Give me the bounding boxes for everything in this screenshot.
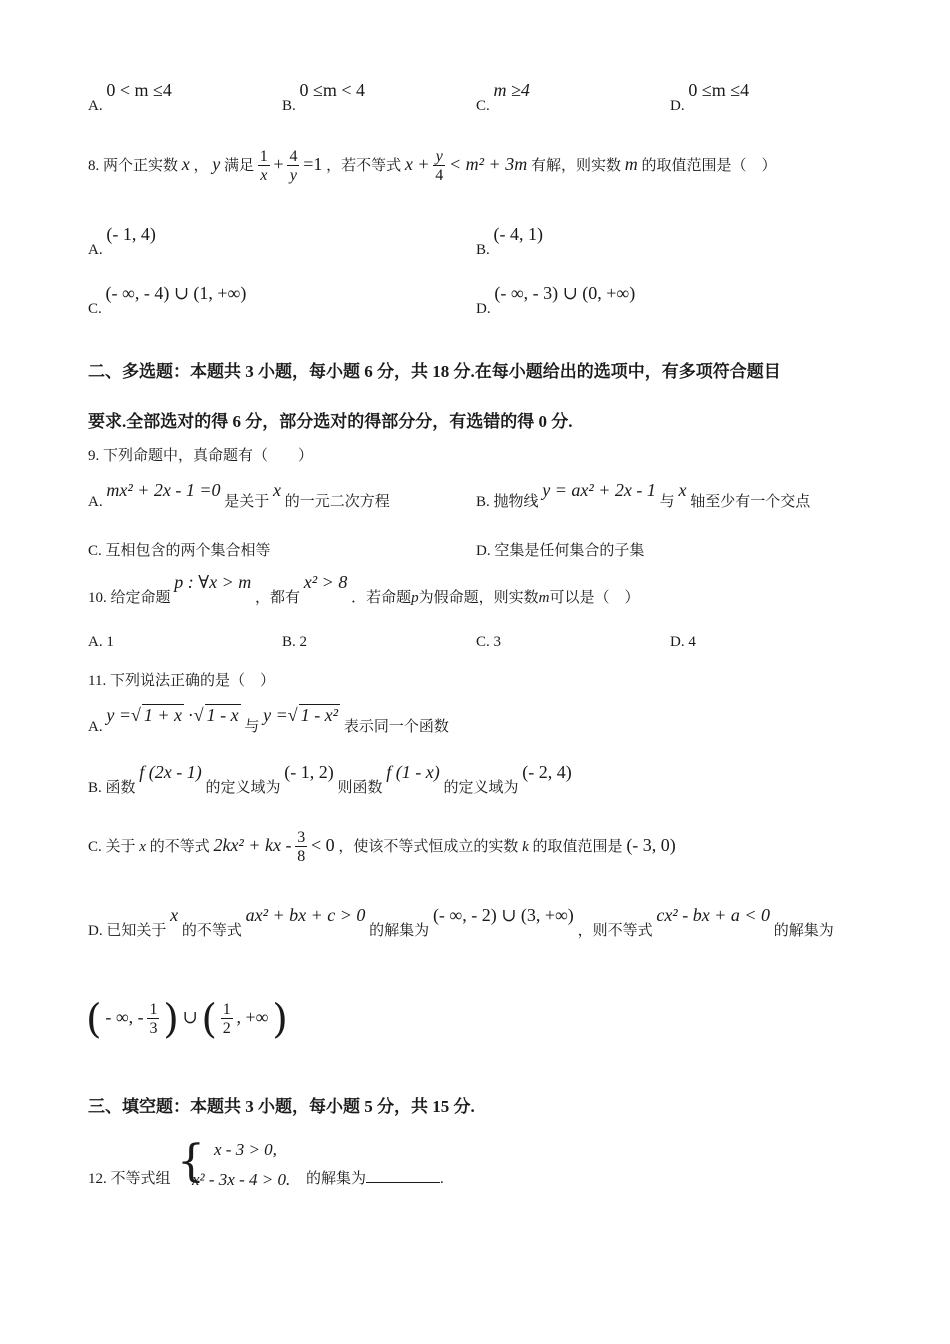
q10-prefix: 10. 给定命题 xyxy=(88,590,171,606)
option-label: D. 已知关于 xyxy=(88,923,167,939)
option-label: A. xyxy=(88,242,103,258)
ineq-x: x + xyxy=(404,154,430,174)
ineq-rest: < m² + 3m xyxy=(449,154,528,174)
q8-option-b xyxy=(476,224,543,258)
option-expr: m ≥4 xyxy=(493,80,530,100)
fraction-1-over-x: $\frac{1}{x}$ xyxy=(259,148,268,185)
q12-inequality-2: x² - 3x - 4 > 0. xyxy=(192,1170,291,1189)
option-expr: mx² + 2x - 1 =0 xyxy=(106,480,221,500)
var-m: m xyxy=(624,154,638,174)
sqrt-1-minus-x-squared: 1 - x² xyxy=(300,705,339,725)
option-text: 的取值范围是 xyxy=(532,839,623,855)
domain-2: (- 2, 4) xyxy=(522,762,572,782)
var-x: x xyxy=(170,905,179,925)
option-tail: 表示同一个函数 xyxy=(343,719,449,735)
section-2-heading-line1: 二、多选题：本题共 3 小题，每小题 6 分，共 18 分.在每小题给出的选项中，有多项符合题目 xyxy=(88,362,781,381)
function-1: f (2x - 1) xyxy=(139,762,202,782)
q11-option-a: A. y =√ 1 + x ·√ 1 - x 与 y =√ 1 - x² 表示同一个函数 xyxy=(88,705,449,735)
q10-option-a: A. 1 xyxy=(88,634,114,650)
fraction-1-over-2: $\frac{1}{2}$ xyxy=(222,1001,231,1038)
option-text: 与 xyxy=(659,494,675,510)
option-expr: (- 1, 4) xyxy=(106,224,156,244)
option-text: 的解集为 xyxy=(773,923,834,939)
q7-option-a xyxy=(88,80,172,114)
proposition: p : ∀x > m xyxy=(174,572,252,592)
q11-option-b xyxy=(88,762,572,796)
option-expr: (- 4, 1) xyxy=(493,224,543,244)
option-expr: y = ax² + 2x - 1 xyxy=(542,480,656,500)
option-label: B. 抛物线 xyxy=(476,494,539,510)
option-label: C. xyxy=(88,301,102,317)
q7-option-c xyxy=(476,80,530,114)
option-label: B. xyxy=(476,242,490,258)
option-text: 的定义域为 xyxy=(205,780,281,796)
q12-prefix: 12. 不等式组 xyxy=(88,1171,171,1187)
option-label: B. xyxy=(282,98,296,114)
fraction-3-over-8: $\frac{3}{8}$ xyxy=(297,829,306,866)
sqrt-1-minus-x: 1 - x xyxy=(206,705,239,725)
option-label: A. xyxy=(88,494,103,510)
q12-tail-text: 的解集为 xyxy=(306,1171,367,1187)
option-expr: 0 ≤m < 4 xyxy=(299,80,366,100)
q8-option-c xyxy=(88,283,247,317)
q8-satisfy: 满足 xyxy=(224,158,255,174)
answer-part-a: - ∞, - xyxy=(105,1007,144,1027)
option-label: D. xyxy=(476,301,491,317)
q8-tail: 有解，则实数 xyxy=(530,158,621,174)
option-label: D. xyxy=(670,98,685,114)
system-brace: { xyxy=(177,1136,205,1187)
answer-blank[interactable] xyxy=(366,1170,440,1183)
option-text: 的一元二次方程 xyxy=(284,494,390,510)
q11-option-d xyxy=(88,905,834,939)
q10-stem xyxy=(88,572,640,606)
q10-option-c: C. 3 xyxy=(476,634,502,650)
q10-tail2: 为假命题，则实数 xyxy=(418,590,539,606)
option-expr: 0 ≤m ≤4 xyxy=(688,80,750,100)
option-label: B. 函数 xyxy=(88,780,136,796)
inequality-1: ax² + bx + c > 0 xyxy=(245,905,366,925)
y-equals: y = xyxy=(106,705,131,725)
fraction-4-over-y: $\frac{4}{y}$ xyxy=(289,148,298,185)
q8-option-d xyxy=(476,283,636,317)
function-2: f (1 - x) xyxy=(386,762,440,782)
option-label: C. xyxy=(476,98,490,114)
q12-tail xyxy=(306,1167,444,1188)
inequality-2: cx² - bx + a < 0 xyxy=(656,905,770,925)
option-text: 则函数 xyxy=(337,780,383,796)
fraction-1-over-3: $\frac{1}{3}$ xyxy=(149,1001,158,1038)
q8-comma: ， xyxy=(193,158,209,174)
dot: · xyxy=(187,705,194,725)
q8-option-a xyxy=(88,224,156,258)
inequality-a: 2kx² + kx - xyxy=(213,835,292,855)
option-expr: 0 < m ≤4 xyxy=(106,80,172,100)
q7-option-b xyxy=(282,80,366,114)
range: (- 3, 0) xyxy=(626,835,676,855)
union-symbol: ∪ xyxy=(182,1007,198,1027)
fraction-y-over-4: $\frac{y}{4}$ xyxy=(435,148,444,185)
var-x: x xyxy=(181,154,190,174)
option-text: ，使该不等式恒成立的实数 xyxy=(338,839,519,855)
q9-option-a xyxy=(88,480,390,510)
section-3-heading: 三、填空题：本题共 3 小题，每小题 5 分，共 15 分. xyxy=(88,1097,475,1116)
q8-end: 的取值范围是（ ） xyxy=(641,158,777,174)
solution-set-1: (- ∞, - 2) ∪ (3, +∞) xyxy=(432,905,574,925)
q12-end: . xyxy=(440,1171,444,1187)
var-m: m xyxy=(538,590,550,606)
q9-stem: 9. 下列命题中，真命题有（ ） xyxy=(88,448,314,464)
option-expr: (- ∞, - 4) ∪ (1, +∞) xyxy=(105,283,247,303)
option-expr: (- ∞, - 3) ∪ (0, +∞) xyxy=(494,283,636,303)
var-y: y xyxy=(212,154,221,174)
var-x: x xyxy=(139,839,146,855)
q7-option-d xyxy=(670,80,750,114)
q10-option-d: D. 4 xyxy=(670,634,696,650)
q9-option-c: C. 互相包含的两个集合相等 xyxy=(88,543,271,559)
var-k: k xyxy=(522,839,529,855)
option-text: ，则不等式 xyxy=(577,923,653,939)
q8-prefix: 8. 两个正实数 xyxy=(88,158,179,174)
plus-sign: + xyxy=(273,154,284,174)
equals-one: =1 xyxy=(303,154,323,174)
q8-stem xyxy=(88,144,776,186)
option-text: 的解集为 xyxy=(369,923,430,939)
q12-inequality-1: x - 3 > 0, xyxy=(214,1140,277,1159)
q10-tail3: 可以是（ ） xyxy=(549,590,640,606)
option-label: C. 关于 xyxy=(88,839,136,855)
option-text: 的不等式 xyxy=(181,923,242,939)
q9-option-b xyxy=(476,480,811,510)
option-label: A. xyxy=(88,98,103,114)
option-text: 的定义域为 xyxy=(443,780,519,796)
q10-inequality: x² > 8 xyxy=(303,572,348,592)
option-text: 轴至少有一个交点 xyxy=(690,494,811,510)
with-text: 与 xyxy=(244,719,260,735)
q10-option-b: B. 2 xyxy=(282,634,308,650)
y-equals-2: y = xyxy=(263,705,288,725)
q11-stem: 11. 下列说法正确的是（ ） xyxy=(88,673,275,689)
inequality-b: < 0 xyxy=(310,835,335,855)
sqrt-1-plus-x: 1 + x xyxy=(143,705,183,725)
option-label: A. xyxy=(88,719,103,735)
q8-mid-text: ，若不等式 xyxy=(326,158,402,174)
answer-part-b: , +∞ xyxy=(236,1007,269,1027)
var-p: p xyxy=(411,590,419,606)
q11-option-d-answer: ( - ∞, - $\frac{1}{3}$ ) ∪ ( $\frac{1}{2}$ , +∞ ) xyxy=(86,996,288,1043)
section-2-heading-line2: 要求.全部选对的得 6 分，部分选对的得部分分，有选错的得 0 分. xyxy=(88,412,573,431)
domain-1: (- 1, 2) xyxy=(284,762,334,782)
var-x: x xyxy=(678,480,687,500)
q10-mid: ，都有 xyxy=(255,590,301,606)
option-text: 的不等式 xyxy=(149,839,210,855)
q9-option-d: D. 空集是任何集合的子集 xyxy=(476,543,645,559)
q10-tail1: ．若命题 xyxy=(351,590,412,606)
option-text: 是关于 xyxy=(224,494,270,510)
var-x: x xyxy=(273,480,282,500)
q11-option-c xyxy=(88,822,676,870)
